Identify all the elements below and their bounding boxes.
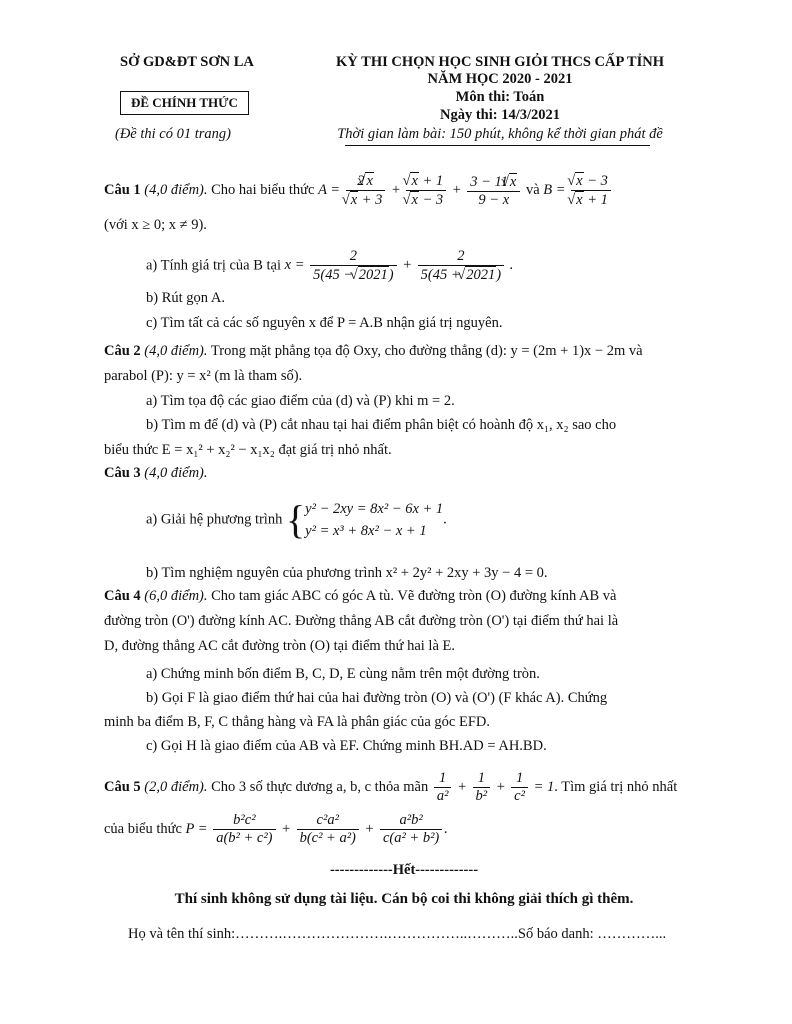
q1-condition: (với x ≥ 0; x ≠ 9). — [104, 217, 207, 233]
department-name: SỞ GD&ĐT SƠN LA — [120, 54, 254, 70]
q4-part-b1: b) Gọi F là giao điểm thứ hai của hai đường tròn (O) và (O') (F khác A). Chứng — [146, 690, 608, 706]
q3-part-b: b) Tìm nghiệm nguyên của phương trình x² + 2y² + 2xy + 3y − 4 = 0. — [146, 565, 548, 581]
q2-label: Câu 2 — [104, 343, 141, 359]
q3-heading — [104, 465, 704, 482]
q1-label: Câu 1 — [104, 181, 141, 198]
system-brace: { — [285, 497, 306, 542]
q5-condition: $\frac{1}{\text{a²}}$ + $\frac{1}{\text{b²}}$ + $\frac{1}{\text{c²}}$ = 1 — [432, 779, 554, 795]
q3-a-text: a) Giải hệ phương trình — [146, 511, 283, 528]
q4-line2: đường tròn (O') đường kính AC. Đường thẳng AB cắt đường tròn (O') tại điểm thứ hai là — [104, 613, 619, 629]
q1-intro-line — [104, 172, 704, 209]
exam-title: KỲ THI CHỌN HỌC SINH GIỎI THCS CẤP TỈNH — [336, 54, 664, 70]
q5-text1: Cho 3 số thực dương a, b, c thỏa mãn — [211, 778, 429, 795]
candidate-info: Họ và tên thí sinh:……….………………….……………..………..Số báo danh: …………... — [128, 926, 667, 942]
q4-line1 — [104, 588, 704, 605]
q2-part-b1: b) Tìm m để (d) và (P) cắt nhau tại hai điểm phân biệt có hoành độ x₁, x₂ sao cho — [146, 417, 617, 433]
expr-p: P = $\frac{\text{b²c²}}{\text{a(b² + c²)}}$ + $\frac{\text{c²a²}}{\text{b(c² + a²)}}$ + $\frac{\text{a²b²}}{\text{c(a² + b²)}}$ . — [185, 812, 448, 846]
q1-part-c: c) Tìm tất cả các số nguyên x để P = A.B nhận giá trị nguyên. — [146, 315, 503, 331]
q4-part-b2: minh ba điểm B, F, C thẳng hàng và FA là phân giác của góc EFD. — [104, 714, 490, 730]
q1-part-a — [146, 248, 704, 284]
q1-intro: Cho hai biểu thức — [211, 181, 315, 198]
q5-points: (2,0 điểm). — [144, 778, 208, 795]
q5-text1b: . Tìm giá trị nhỏ nhất — [554, 778, 678, 795]
expr-b: B = √ x − 3 √ x + 1 — [543, 182, 613, 198]
q4-points: (6,0 điểm). — [144, 588, 208, 604]
end-marker: -------------Hết------------- — [329, 862, 479, 878]
q4-part-c: c) Gọi H là giao điểm của AB và EF. Chứng minh BH.AD = AH.BD. — [146, 738, 547, 754]
exam-date: Ngày thi: 14/3/2021 — [439, 107, 561, 123]
exam-note: Thí sinh không sử dụng tài liệu. Cán bộ coi thi không giải thích gì thêm. — [174, 891, 634, 907]
official-badge: ĐỀ CHÍNH THỨC — [120, 91, 249, 115]
q3-part-a: a) Giải hệ phương trình { y² − 2xy = 8x² − 6x + 1 y² = x³ + 8x² − x + 1 . — [146, 497, 447, 542]
q2-text1: Trong mặt phẳng tọa độ Oxy, cho đường thẳng (d): y = (2m + 1)x − 2m và — [210, 343, 643, 359]
q4-line3: D, đường thẳng AC cắt đường tròn (O) tại điểm thứ hai là E. — [104, 638, 456, 654]
exam-subject: Môn thi: Toán — [455, 89, 545, 105]
q2-part-a: a) Tìm tọa độ các giao điểm của (d) và (P) khi m = 2. — [146, 393, 455, 409]
q2-part-b2: biểu thức E = x₁² + x₂² − x₁x₂ đạt giá trị nhỏ nhất. — [104, 442, 392, 458]
q5-label: Câu 5 — [104, 778, 141, 795]
q1-a-text: a) Tính giá trị của B tại — [146, 257, 282, 274]
q2-points: (4,0 điểm). — [144, 343, 208, 359]
equation-2: y² = x³ + 8x² − x + 1 — [305, 523, 427, 539]
q1-part-b: b) Rút gọn A. — [146, 290, 225, 306]
page-count: (Đề thi có 01 trang) — [115, 126, 231, 142]
q4-part-a: a) Chứng minh bốn điểm B, C, D, E cùng nằm trên một đường tròn. — [146, 666, 540, 682]
equation-1: y² − 2xy = 8x² − 6x + 1 — [305, 501, 444, 517]
q1-a-value: x = $\frac{2}{5(45 - √ 2021)}$ + $\frac{2}{5(45 + √ 2021)}$ . — [285, 257, 514, 273]
q1-points: (4,0 điểm). — [144, 181, 208, 198]
q3-label: Câu 3 — [104, 465, 141, 481]
header-underline — [345, 145, 650, 146]
q4-label: Câu 4 — [104, 588, 141, 604]
q2-line1 — [104, 343, 704, 360]
q5-line1 — [104, 770, 704, 805]
q5-text2: của biểu thức — [104, 820, 182, 837]
exam-time: Thời gian làm bài: 150 phút, không kể thời gian phát đề — [337, 126, 663, 142]
q3-points: (4,0 điểm). — [144, 465, 208, 481]
q2-line2: parabol (P): y = x² (m là tham số). — [104, 368, 303, 384]
q5-line2 — [104, 812, 704, 847]
q4-text1: Cho tam giác ABC có góc A tù. Vẽ đường tròn (O) đường kính AB và — [211, 588, 617, 604]
exam-year: NĂM HỌC 2020 - 2021 — [427, 71, 573, 87]
equation-system — [305, 498, 443, 542]
q1-and: và — [525, 181, 540, 198]
expr-a: A = 2√ x √ x + 3 + √ x + 1 √ x − 3 + $\frac{3 - 11√ x}{9 - x}$ — [318, 182, 526, 198]
